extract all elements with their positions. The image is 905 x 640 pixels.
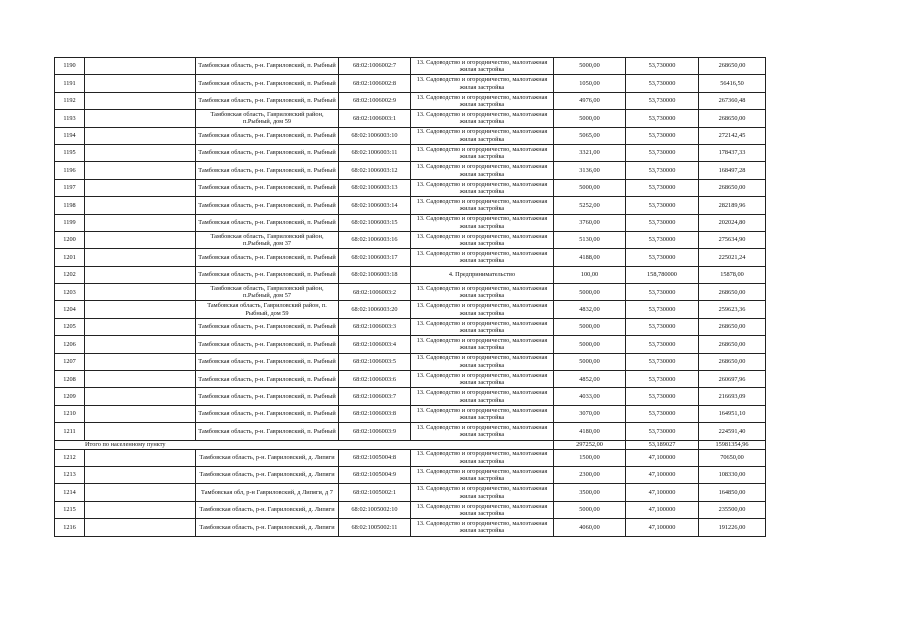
table-row xyxy=(55,371,766,388)
cadastral-value-cell: 224591,40 xyxy=(699,423,766,440)
row-number: 1211 xyxy=(55,423,85,440)
land-use-cell: 13. Садоводство и огородничество, малоэтажная жилая застройка xyxy=(411,423,554,440)
empty-cell xyxy=(85,449,196,466)
address-cell: Тамбовская область, р-н. Гавриловский, д. Липяги xyxy=(196,519,339,536)
land-use-cell: 13. Садоводство и огородничество, малоэтажная жилая застройка xyxy=(411,162,554,179)
cadastral-value-cell: 272142,45 xyxy=(699,127,766,144)
cadastral-number-cell: 68:02:1006003:10 xyxy=(339,127,411,144)
table-row xyxy=(55,162,766,179)
cadastral-value-cell: 168497,28 xyxy=(699,162,766,179)
table-row xyxy=(55,249,766,266)
area-cell: 1050,00 xyxy=(554,75,626,92)
empty-cell xyxy=(85,162,196,179)
cadastral-value-cell: 259623,36 xyxy=(699,301,766,318)
cadastral-value-cell: 268650,00 xyxy=(699,284,766,301)
area-cell: 4976,00 xyxy=(554,92,626,109)
address-cell: Тамбовская область, р-н. Гавриловский, д. Липяги xyxy=(196,501,339,518)
area-cell: 100,00 xyxy=(554,266,626,283)
table-row xyxy=(55,336,766,353)
cadastral-number-cell: 68:02:1006002:8 xyxy=(339,75,411,92)
table-row xyxy=(55,144,766,161)
cadastral-number-cell: 68:02:1006003:5 xyxy=(339,353,411,370)
empty-cell xyxy=(85,197,196,214)
address-cell: Тамбовская область, р-н. Гавриловский, п. Рыбный xyxy=(196,336,339,353)
row-number: 1212 xyxy=(55,449,85,466)
table-row xyxy=(55,214,766,231)
row-number: 1195 xyxy=(55,144,85,161)
table-body xyxy=(55,58,766,537)
total-area: 297252,00 xyxy=(554,440,626,449)
address-cell: Тамбовская область, Гавриловский район, п.Рыбный, дом 59 xyxy=(196,110,339,127)
cadastral-value-cell: 267360,48 xyxy=(699,92,766,109)
rate-cell: 53,730000 xyxy=(626,127,699,144)
cadastral-value-cell: 108330,00 xyxy=(699,466,766,483)
empty-cell xyxy=(85,484,196,501)
area-cell: 4852,00 xyxy=(554,371,626,388)
cadastral-value-cell: 56416,50 xyxy=(699,75,766,92)
row-number: 1210 xyxy=(55,405,85,422)
cadastral-value-cell: 275634,90 xyxy=(699,231,766,248)
row-number: 1190 xyxy=(55,58,85,75)
area-cell: 5252,00 xyxy=(554,197,626,214)
rate-cell: 53,730000 xyxy=(626,301,699,318)
row-number: 1200 xyxy=(55,231,85,248)
cadastral-value-cell: 70650,00 xyxy=(699,449,766,466)
cadastral-number-cell: 68:02:1005004:9 xyxy=(339,466,411,483)
land-use-cell: 13. Садоводство и огородничество, малоэтажная жилая застройка xyxy=(411,484,554,501)
total-label: Итого по населенному пункту xyxy=(55,440,554,449)
address-cell: Тамбовская область, р-н. Гавриловский, п. Рыбный xyxy=(196,423,339,440)
table-row xyxy=(55,197,766,214)
table-row xyxy=(55,466,766,483)
empty-cell xyxy=(85,466,196,483)
area-cell: 3500,00 xyxy=(554,484,626,501)
rate-cell: 53,730000 xyxy=(626,231,699,248)
rate-cell: 158,780000 xyxy=(626,266,699,283)
table-row xyxy=(55,388,766,405)
row-number: 1196 xyxy=(55,162,85,179)
cadastral-value-cell: 202024,80 xyxy=(699,214,766,231)
land-use-cell: 13. Садоводство и огородничество, малоэтажная жилая застройка xyxy=(411,318,554,335)
land-use-cell: 13. Садоводство и огородничество, малоэтажная жилая застройка xyxy=(411,127,554,144)
cadastral-number-cell: 68:02:1006003:16 xyxy=(339,231,411,248)
address-cell: Тамбовская область, р-н. Гавриловский, п. Рыбный xyxy=(196,353,339,370)
row-number: 1201 xyxy=(55,249,85,266)
address-cell: Тамбовская область, р-н. Гавриловский, п. Рыбный xyxy=(196,75,339,92)
cadastral-number-cell: 68:02:1005002:11 xyxy=(339,519,411,536)
area-cell: 3136,00 xyxy=(554,162,626,179)
address-cell: Тамбовская область, р-н. Гавриловский, п. Рыбный xyxy=(196,179,339,196)
address-cell: Тамбовская область, р-н. Гавриловский, п. Рыбный xyxy=(196,388,339,405)
empty-cell xyxy=(85,336,196,353)
row-number: 1192 xyxy=(55,92,85,109)
table-row xyxy=(55,110,766,127)
area-cell: 3760,00 xyxy=(554,214,626,231)
land-use-cell: 13. Садоводство и огородничество, малоэтажная жилая застройка xyxy=(411,197,554,214)
rate-cell: 53,730000 xyxy=(626,249,699,266)
land-use-cell: 4. Предпринимательство xyxy=(411,266,554,283)
rate-cell: 53,730000 xyxy=(626,58,699,75)
rate-cell: 53,730000 xyxy=(626,284,699,301)
land-use-cell: 13. Садоводство и огородничество, малоэтажная жилая застройка xyxy=(411,58,554,75)
address-cell: Тамбовская область, Гавриловский район, п. Рыбный, дом 59 xyxy=(196,301,339,318)
cadastral-number-cell: 68:02:1005002:10 xyxy=(339,501,411,518)
land-use-cell: 13. Садоводство и огородничество, малоэтажная жилая застройка xyxy=(411,449,554,466)
cadastral-number-cell: 68:02:1005002:1 xyxy=(339,484,411,501)
rate-cell: 53,730000 xyxy=(626,423,699,440)
rate-cell: 53,730000 xyxy=(626,405,699,422)
cadastral-number-cell: 68:02:1006003:4 xyxy=(339,336,411,353)
address-cell: Тамбовская область, р-н. Гавриловский, п. Рыбный xyxy=(196,58,339,75)
cadastral-value-cell: 191226,00 xyxy=(699,519,766,536)
empty-cell xyxy=(85,353,196,370)
area-cell: 4188,00 xyxy=(554,249,626,266)
cadastral-number-cell: 68:02:1006003:7 xyxy=(339,388,411,405)
cadastral-value-cell: 164951,10 xyxy=(699,405,766,422)
cadastral-value-cell: 268650,00 xyxy=(699,318,766,335)
empty-cell xyxy=(85,127,196,144)
empty-cell xyxy=(85,179,196,196)
total-rate: 53,189027 xyxy=(626,440,699,449)
rate-cell: 47,100000 xyxy=(626,449,699,466)
table-row xyxy=(55,484,766,501)
total-value: 15981354,96 xyxy=(699,440,766,449)
cadastral-value-cell: 268650,00 xyxy=(699,179,766,196)
rate-cell: 53,730000 xyxy=(626,336,699,353)
cadastral-number-cell: 68:02:1006003:3 xyxy=(339,318,411,335)
land-use-cell: 13. Садоводство и огородничество, малоэтажная жилая застройка xyxy=(411,284,554,301)
empty-cell xyxy=(85,75,196,92)
address-cell: Тамбовская область, р-н. Гавриловский, п. Рыбный xyxy=(196,249,339,266)
rate-cell: 47,100000 xyxy=(626,501,699,518)
empty-cell xyxy=(85,266,196,283)
row-number: 1193 xyxy=(55,110,85,127)
rate-cell: 53,730000 xyxy=(626,75,699,92)
area-cell: 1500,00 xyxy=(554,449,626,466)
land-use-cell: 13. Садоводство и огородничество, малоэтажная жилая застройка xyxy=(411,388,554,405)
row-number: 1209 xyxy=(55,388,85,405)
row-number: 1203 xyxy=(55,284,85,301)
address-cell: Тамбовская область, р-н. Гавриловский, п. Рыбный xyxy=(196,266,339,283)
area-cell: 3070,00 xyxy=(554,405,626,422)
address-cell: Тамбовская область, р-н. Гавриловский, д. Липяги xyxy=(196,449,339,466)
empty-cell xyxy=(85,501,196,518)
row-number: 1213 xyxy=(55,466,85,483)
table-row xyxy=(55,127,766,144)
cadastral-value-cell: 178437,33 xyxy=(699,144,766,161)
area-cell: 5000,00 xyxy=(554,353,626,370)
address-cell: Тамбовская область, Гавриловский район, п.Рыбный, дом 37 xyxy=(196,231,339,248)
table-row xyxy=(55,231,766,248)
cadastral-number-cell: 68:02:1006002:9 xyxy=(339,92,411,109)
land-use-cell: 13. Садоводство и огородничество, малоэтажная жилая застройка xyxy=(411,336,554,353)
area-cell: 5065,00 xyxy=(554,127,626,144)
empty-cell xyxy=(85,110,196,127)
area-cell: 5000,00 xyxy=(554,501,626,518)
table-row xyxy=(55,58,766,75)
address-cell: Тамбовская область, р-н. Гавриловский, п. Рыбный xyxy=(196,144,339,161)
cadastral-number-cell: 68:02:1006003:20 xyxy=(339,301,411,318)
cadastral-number-cell: 68:02:1005004:8 xyxy=(339,449,411,466)
land-use-cell: 13. Садоводство и огородничество, малоэтажная жилая застройка xyxy=(411,75,554,92)
empty-cell xyxy=(85,58,196,75)
rate-cell: 53,730000 xyxy=(626,144,699,161)
row-number: 1216 xyxy=(55,519,85,536)
land-use-cell: 13. Садоводство и огородничество, малоэтажная жилая застройка xyxy=(411,110,554,127)
row-number: 1199 xyxy=(55,214,85,231)
cadastral-number-cell: 68:02:1006003:2 xyxy=(339,284,411,301)
table-row xyxy=(55,501,766,518)
cadastral-value-cell: 268650,00 xyxy=(699,110,766,127)
row-number: 1198 xyxy=(55,197,85,214)
row-number: 1194 xyxy=(55,127,85,144)
area-cell: 4180,00 xyxy=(554,423,626,440)
address-cell: Тамбовская область, Гавриловский район, п.Рыбный, дом 57 xyxy=(196,284,339,301)
area-cell: 4033,00 xyxy=(554,388,626,405)
table-row xyxy=(55,423,766,440)
land-use-cell: 13. Садоводство и огородничество, малоэтажная жилая застройка xyxy=(411,519,554,536)
rate-cell: 47,100000 xyxy=(626,519,699,536)
table-row xyxy=(55,519,766,536)
empty-cell xyxy=(85,388,196,405)
cadastral-number-cell: 68:02:1006003:9 xyxy=(339,423,411,440)
address-cell: Тамбовская область, р-н. Гавриловский, п. Рыбный xyxy=(196,127,339,144)
row-number: 1214 xyxy=(55,484,85,501)
rate-cell: 47,100000 xyxy=(626,466,699,483)
table-row xyxy=(55,179,766,196)
land-use-cell: 13. Садоводство и огородничество, малоэтажная жилая застройка xyxy=(411,179,554,196)
table-row xyxy=(55,318,766,335)
cadastral-number-cell: 68:02:1006003:12 xyxy=(339,162,411,179)
area-cell: 5000,00 xyxy=(554,110,626,127)
address-cell: Тамбовская область, р-н. Гавриловский, п. Рыбный xyxy=(196,318,339,335)
area-cell: 5000,00 xyxy=(554,336,626,353)
empty-cell xyxy=(85,214,196,231)
table-row xyxy=(55,266,766,283)
rate-cell: 47,100000 xyxy=(626,484,699,501)
table-row xyxy=(55,301,766,318)
address-cell: Тамбовская область, р-н. Гавриловский, п. Рыбный xyxy=(196,214,339,231)
land-use-cell: 13. Садоводство и огородничество, малоэтажная жилая застройка xyxy=(411,405,554,422)
empty-cell xyxy=(85,423,196,440)
area-cell: 3321,00 xyxy=(554,144,626,161)
land-use-cell: 13. Садоводство и огородничество, малоэтажная жилая застройка xyxy=(411,466,554,483)
area-cell: 4832,00 xyxy=(554,301,626,318)
cadastral-number-cell: 68:02:1006003:13 xyxy=(339,179,411,196)
cadastral-number-cell: 68:02:1006003:15 xyxy=(339,214,411,231)
land-use-cell: 13. Садоводство и огородничество, малоэтажная жилая застройка xyxy=(411,501,554,518)
empty-cell xyxy=(85,92,196,109)
cadastral-value-cell: 268650,00 xyxy=(699,336,766,353)
cadastral-number-cell: 68:02:1006003:11 xyxy=(339,144,411,161)
row-number: 1207 xyxy=(55,353,85,370)
address-cell: Тамбовская область, р-н. Гавриловский, п. Рыбный xyxy=(196,371,339,388)
address-cell: Тамбовская обл, р-н Гавриловский, д Липяги, д 7 xyxy=(196,484,339,501)
table-row xyxy=(55,353,766,370)
rate-cell: 53,730000 xyxy=(626,214,699,231)
cadastral-value-cell: 268650,00 xyxy=(699,353,766,370)
cadastral-value-cell: 235500,00 xyxy=(699,501,766,518)
empty-cell xyxy=(85,318,196,335)
row-number: 1215 xyxy=(55,501,85,518)
cadastral-value-table xyxy=(54,57,766,537)
cadastral-value-cell: 282189,96 xyxy=(699,197,766,214)
land-use-cell: 13. Садоводство и огородничество, малоэтажная жилая застройка xyxy=(411,371,554,388)
rate-cell: 53,730000 xyxy=(626,179,699,196)
cadastral-number-cell: 68:02:1006003:18 xyxy=(339,266,411,283)
row-number: 1204 xyxy=(55,301,85,318)
row-number: 1197 xyxy=(55,179,85,196)
area-cell: 5000,00 xyxy=(554,58,626,75)
land-use-cell: 13. Садоводство и огородничество, малоэтажная жилая застройка xyxy=(411,301,554,318)
table-row xyxy=(55,92,766,109)
rate-cell: 53,730000 xyxy=(626,162,699,179)
address-cell: Тамбовская область, р-н. Гавриловский, п. Рыбный xyxy=(196,162,339,179)
rate-cell: 53,730000 xyxy=(626,388,699,405)
cadastral-value-cell: 216693,09 xyxy=(699,388,766,405)
rate-cell: 53,730000 xyxy=(626,353,699,370)
land-use-cell: 13. Садоводство и огородничество, малоэтажная жилая застройка xyxy=(411,214,554,231)
cadastral-number-cell: 68:02:1006003:6 xyxy=(339,371,411,388)
table-row xyxy=(55,284,766,301)
empty-cell xyxy=(85,284,196,301)
cadastral-number-cell: 68:02:1006003:17 xyxy=(339,249,411,266)
cadastral-value-cell: 268650,00 xyxy=(699,58,766,75)
empty-cell xyxy=(85,301,196,318)
cadastral-number-cell: 68:02:1006002:7 xyxy=(339,58,411,75)
table-row xyxy=(55,75,766,92)
row-number: 1202 xyxy=(55,266,85,283)
row-number: 1208 xyxy=(55,371,85,388)
rate-cell: 53,730000 xyxy=(626,92,699,109)
area-cell: 5000,00 xyxy=(554,318,626,335)
address-cell: Тамбовская область, р-н. Гавриловский, п. Рыбный xyxy=(196,197,339,214)
table-row xyxy=(55,405,766,422)
address-cell: Тамбовская область, р-н. Гавриловский, п. Рыбный xyxy=(196,92,339,109)
cadastral-value-cell: 15878,00 xyxy=(699,266,766,283)
row-number: 1205 xyxy=(55,318,85,335)
rate-cell: 53,730000 xyxy=(626,371,699,388)
empty-cell xyxy=(85,371,196,388)
rate-cell: 53,730000 xyxy=(626,110,699,127)
cadastral-number-cell: 68:02:1006003:14 xyxy=(339,197,411,214)
empty-cell xyxy=(85,405,196,422)
empty-cell xyxy=(85,519,196,536)
land-use-cell: 13. Садоводство и огородничество, малоэтажная жилая застройка xyxy=(411,92,554,109)
address-cell: Тамбовская область, р-н. Гавриловский, п. Рыбный xyxy=(196,405,339,422)
rate-cell: 53,730000 xyxy=(626,318,699,335)
empty-cell xyxy=(85,231,196,248)
area-cell: 5000,00 xyxy=(554,179,626,196)
land-use-cell: 13. Садоводство и огородничество, малоэтажная жилая застройка xyxy=(411,231,554,248)
cadastral-number-cell: 68:02:1006003:8 xyxy=(339,405,411,422)
land-use-cell: 13. Садоводство и огородничество, малоэтажная жилая застройка xyxy=(411,249,554,266)
row-number: 1191 xyxy=(55,75,85,92)
land-use-cell: 13. Садоводство и огородничество, малоэтажная жилая застройка xyxy=(411,353,554,370)
empty-cell xyxy=(85,249,196,266)
row-number: 1206 xyxy=(55,336,85,353)
rate-cell: 53,730000 xyxy=(626,197,699,214)
area-cell: 5130,00 xyxy=(554,231,626,248)
table-row xyxy=(55,449,766,466)
land-use-cell: 13. Садоводство и огородничество, малоэтажная жилая застройка xyxy=(411,144,554,161)
cadastral-number-cell: 68:02:1006003:1 xyxy=(339,110,411,127)
cadastral-value-cell: 260697,96 xyxy=(699,371,766,388)
area-cell: 5000,00 xyxy=(554,284,626,301)
area-cell: 2300,00 xyxy=(554,466,626,483)
empty-cell xyxy=(85,144,196,161)
cadastral-value-cell: 225021,24 xyxy=(699,249,766,266)
cadastral-value-cell: 164850,00 xyxy=(699,484,766,501)
area-cell: 4060,00 xyxy=(554,519,626,536)
address-cell: Тамбовская область, р-н. Гавриловский, д. Липяги xyxy=(196,466,339,483)
total-row xyxy=(55,440,766,449)
